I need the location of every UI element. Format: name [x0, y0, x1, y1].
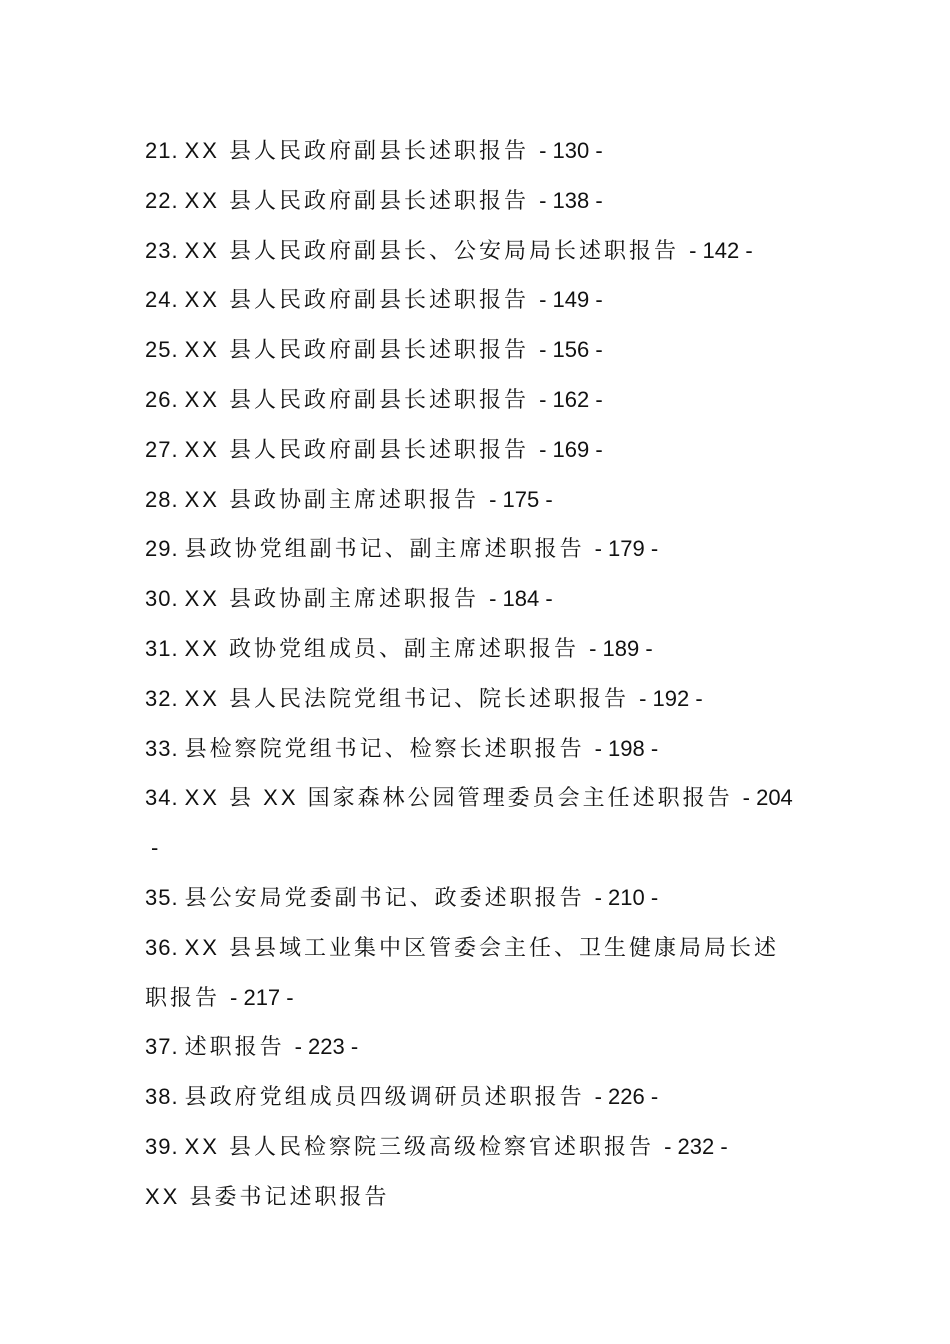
toc-entry: [145, 475, 815, 525]
toc-entry-number: 37.: [145, 1034, 179, 1060]
toc-entry: [145, 773, 815, 823]
toc-entry: [145, 425, 815, 475]
toc-entry: [145, 375, 815, 425]
toc-entry-title: XX 县人民政府副县长述职报告: [184, 187, 530, 213]
toc-entry-page: - 189 -: [589, 635, 653, 661]
section-heading: [145, 1172, 815, 1222]
toc-entry-title: 县政府党组成员四级调研员述职报告: [184, 1084, 585, 1110]
toc-entry-number: 33.: [145, 735, 179, 761]
toc-entry-number: 27.: [145, 436, 179, 462]
toc-entry: [145, 126, 815, 176]
toc-entry: [145, 574, 815, 624]
toc-entry-title: 职报告: [145, 984, 221, 1010]
toc-entry: [145, 226, 815, 276]
toc-entry-number: 39.: [145, 1133, 179, 1159]
toc-entry-title: XX 县政协副主席述职报告: [184, 486, 480, 512]
toc-entry-title: XX 政协党组成员、副主席述职报告: [184, 635, 580, 661]
toc-entry-number: 26.: [145, 386, 179, 412]
section-heading-title: XX 县委书记述职报告: [145, 1183, 390, 1209]
toc-entry: [145, 524, 815, 574]
toc-entry: [145, 1122, 815, 1172]
toc-entry-page: - 175 -: [489, 486, 553, 512]
toc-entry: [145, 176, 815, 226]
toc-entry-page: - 217 -: [230, 984, 294, 1010]
toc-entry-title: XX 县人民政府副县长、公安局局长述职报告: [184, 237, 680, 263]
toc-entry-number: 23.: [145, 237, 179, 263]
toc-entry-page: - 198 -: [594, 735, 659, 761]
toc-entry: [145, 724, 815, 774]
toc-entry-page: - 130 -: [539, 138, 603, 163]
toc-entry-page: - 232 -: [664, 1133, 728, 1159]
toc-entry-page: - 204: [742, 785, 793, 811]
toc-entry-title: XX 县人民政府副县长述职报告: [184, 436, 530, 462]
toc-entry-number: 31.: [145, 635, 179, 661]
toc-entry-number: 25.: [145, 337, 179, 363]
toc-entry-title: XX 县人民检察院三级高级检察官述职报告: [184, 1133, 655, 1159]
toc-entry-title: 县检察院党组书记、检察长述职报告: [184, 735, 585, 761]
toc-entry-page: - 138 -: [539, 187, 603, 213]
toc-entry-number: 30.: [145, 586, 179, 612]
toc-entry: [145, 873, 815, 923]
toc-entry-number: 28.: [145, 486, 179, 512]
toc-entry: [145, 1072, 815, 1122]
table-of-contents: [145, 126, 815, 1222]
toc-entry-number: 34.: [145, 785, 179, 811]
toc-entry-number: 36.: [145, 934, 179, 960]
toc-entry-title: 县公安局党委副书记、政委述职报告: [184, 884, 585, 910]
toc-entry-page: - 226 -: [594, 1084, 659, 1110]
toc-entry-page: -: [151, 835, 159, 861]
toc-entry: [145, 1022, 815, 1072]
toc-entry-title: XX 县人民政府副县长述职报告: [184, 337, 530, 363]
toc-entry: [145, 624, 815, 674]
toc-entry-title: 县政协党组副书记、副主席述职报告: [184, 536, 585, 562]
toc-entry-page: - 169 -: [539, 436, 603, 462]
toc-entry-number: 21.: [145, 138, 179, 163]
toc-entry-title: XX 县人民政府副县长述职报告: [184, 287, 530, 313]
toc-entry-number: 32.: [145, 685, 179, 711]
toc-entry-title: XX 县县域工业集中区管委会主任、卫生健康局局长述: [184, 934, 780, 960]
toc-entry-number: 24.: [145, 287, 179, 313]
toc-entry-title: XX 县人民政府副县长述职报告: [184, 138, 530, 163]
toc-entry-number: 35.: [145, 884, 179, 910]
toc-entry-page: - 184 -: [489, 586, 553, 612]
toc-entry-page: - 179 -: [594, 536, 659, 562]
toc-entry-page: - 210 -: [594, 884, 659, 910]
toc-entry-continuation: [145, 973, 815, 1023]
toc-entry-page: - 156 -: [539, 337, 603, 363]
toc-entry-title: 述职报告: [184, 1034, 285, 1060]
toc-entry: [145, 325, 815, 375]
toc-entry-page: - 223 -: [294, 1034, 359, 1060]
toc-entry: [145, 674, 815, 724]
toc-entry-page: - 149 -: [539, 287, 603, 313]
toc-entry-title: XX 县人民法院党组书记、院长述职报告: [184, 685, 630, 711]
toc-entry-page: - 142 -: [689, 237, 753, 263]
toc-entry-number: 29.: [145, 536, 179, 562]
toc-entry-number: 22.: [145, 187, 179, 213]
toc-entry: [145, 923, 815, 973]
toc-entry-page: - 192 -: [639, 685, 703, 711]
toc-entry: [145, 275, 815, 325]
toc-entry-title: XX 县政协副主席述职报告: [184, 586, 480, 612]
toc-entry-number: 38.: [145, 1084, 179, 1110]
toc-entry-title: XX 县 XX 国家森林公园管理委员会主任述职报告: [184, 785, 733, 811]
toc-entry-page: - 162 -: [539, 386, 603, 412]
toc-entry-continuation: [145, 823, 815, 873]
toc-entry-title: XX 县人民政府副县长述职报告: [184, 386, 530, 412]
